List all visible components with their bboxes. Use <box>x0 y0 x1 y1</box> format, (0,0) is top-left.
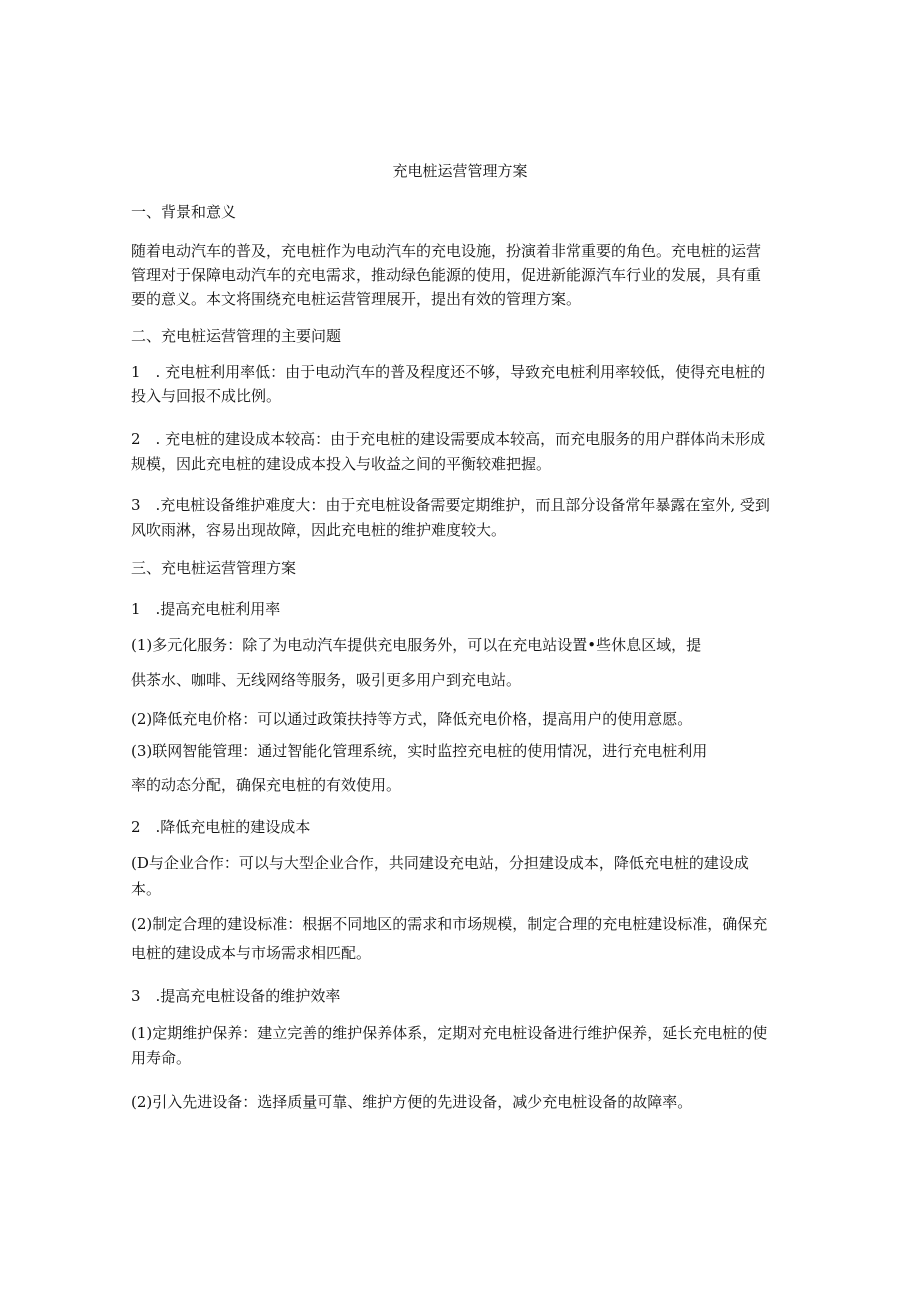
sub2-p1-line: 本。 <box>131 880 162 898</box>
sub2-p2-line: 电桩的建设成本与市场需求相匹配。 <box>131 944 372 962</box>
section3-heading: 三、充电桩运营管理方案 <box>131 559 297 577</box>
sub1-p1-line: 供茶水、咖啡、无线网络等服务，吸引更多用户到充电站。 <box>131 671 522 689</box>
section2-item1-line: 投入与回报不成比例。 <box>131 387 282 405</box>
sub3-p2: (2)引入先进设备：选择质量可靠、维护方便的先进设备，减少充电桩设备的故障率。 <box>131 1093 693 1111</box>
section1-heading: 一、背景和意义 <box>131 203 237 221</box>
section2-item2-line: 2 . 充电桩的建设成本较高：由于充电桩的建设需要成本较高，而充电服务的用户群体尚未形成 <box>131 430 766 448</box>
sub2-p1-line: (D与企业合作：可以与大型企业合作，共同建设充电站，分担建设成本，降低充电桩的建设成 <box>131 854 749 872</box>
section2-item1-line: 1 . 充电桩利用率低：由于电动汽车的普及程度还不够，导致充电桩利用率较低，使得充电桩的 <box>131 363 766 381</box>
sub1-p3-line: 率的动态分配，确保充电桩的有效使用。 <box>131 776 402 794</box>
section2-item3-line: 风吹雨淋，容易出现故障，因此充电桩的维护难度较大。 <box>131 521 507 539</box>
document-title: 充电桩运营管理方案 <box>392 162 528 180</box>
section2-item3-line: 3 .充电桩设备维护难度大：由于充电桩设备需要定期维护，而且部分设备常年暴露在室外, 受到 <box>131 496 770 514</box>
sub1-p2: (2)降低充电价格：可以通过政策扶持等方式，降低充电价格，提高用户的使用意愿。 <box>131 710 693 728</box>
sub1-p1-line: (1)多元化服务：除了为电动汽车提供充电服务外，可以在充电站设置•些休息区域，提 <box>131 636 702 654</box>
section1-para-line: 管理对于保障电动汽车的充电需求，推动绿色能源的使用，促进新能源汽车行业的发展，具有重 <box>131 266 762 284</box>
sub3-p1-line: (1)定期维护保养：建立完善的维护保养体系，定期对充电桩设备进行维护保养，延长充电桩的使 <box>131 1024 768 1042</box>
section1-para-line: 随着电动汽车的普及，充电桩作为电动汽车的充电设施，扮演着非常重要的角色。充电桩的运营 <box>131 242 762 260</box>
sub1-heading: 1 .提高充电桩利用率 <box>131 600 281 618</box>
sub2-heading: 2 .降低充电桩的建设成本 <box>131 818 311 836</box>
section2-item2-line: 规模，因此充电桩的建设成本投入与收益之间的平衡较难把握。 <box>131 455 552 473</box>
section1-para-line: 要的意义。本文将围绕充电桩运营管理展开，提出有效的管理方案。 <box>131 290 582 308</box>
sub1-p3-line: (3)联网智能管理：通过智能化管理系统，实时监控充电桩的使用情况，进行充电桩利用 <box>131 742 708 760</box>
section2-heading: 二、充电桩运营管理的主要问题 <box>131 327 342 345</box>
sub3-p1-line: 用寿命。 <box>131 1049 192 1067</box>
sub2-p2-line: (2)制定合理的建设标准：根据不同地区的需求和市场规模，制定合理的充电桩建设标准，确保充 <box>131 915 768 933</box>
sub3-heading: 3 .提高充电桩设备的维护效率 <box>131 987 341 1005</box>
